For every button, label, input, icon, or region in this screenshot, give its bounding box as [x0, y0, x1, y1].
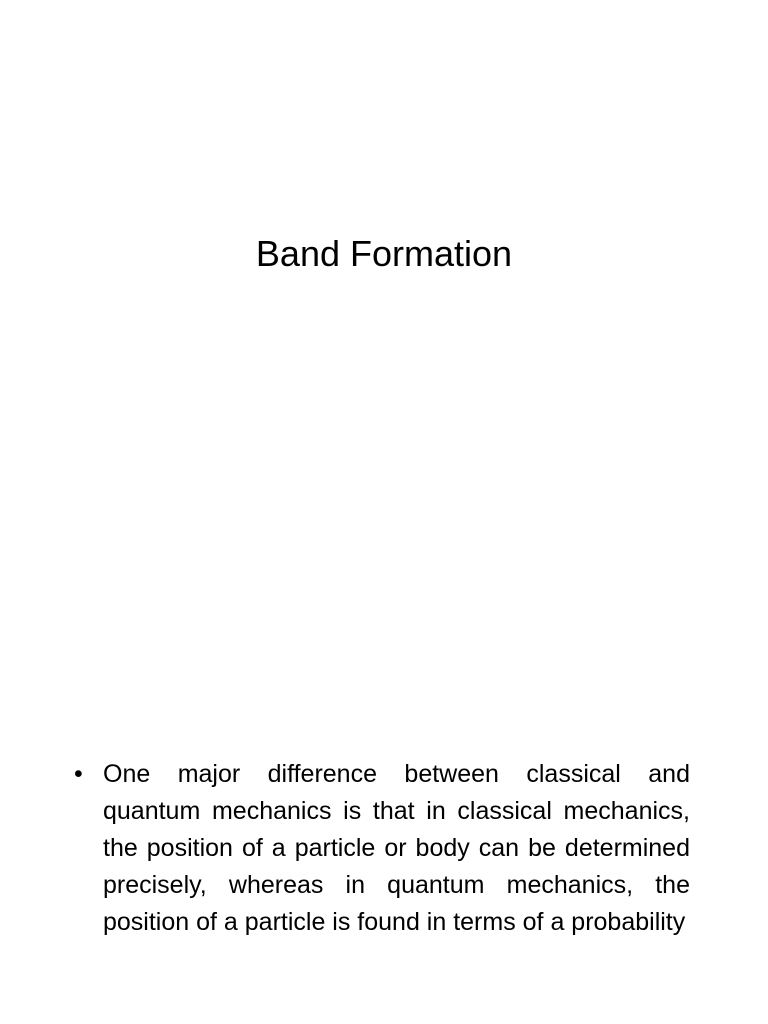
bullet-icon: • — [74, 760, 83, 788]
bullet-item — [74, 756, 690, 941]
bullet-list — [74, 756, 690, 941]
slide-title: Band Formation — [255, 233, 513, 274]
bullet-text: One major difference between classical and quantum mechanics is that in classical mechanics, the position of a particle or body can be determined precisely, whereas in quantum mechanics, the position of a particle is found in terms of a probability — [103, 760, 690, 936]
